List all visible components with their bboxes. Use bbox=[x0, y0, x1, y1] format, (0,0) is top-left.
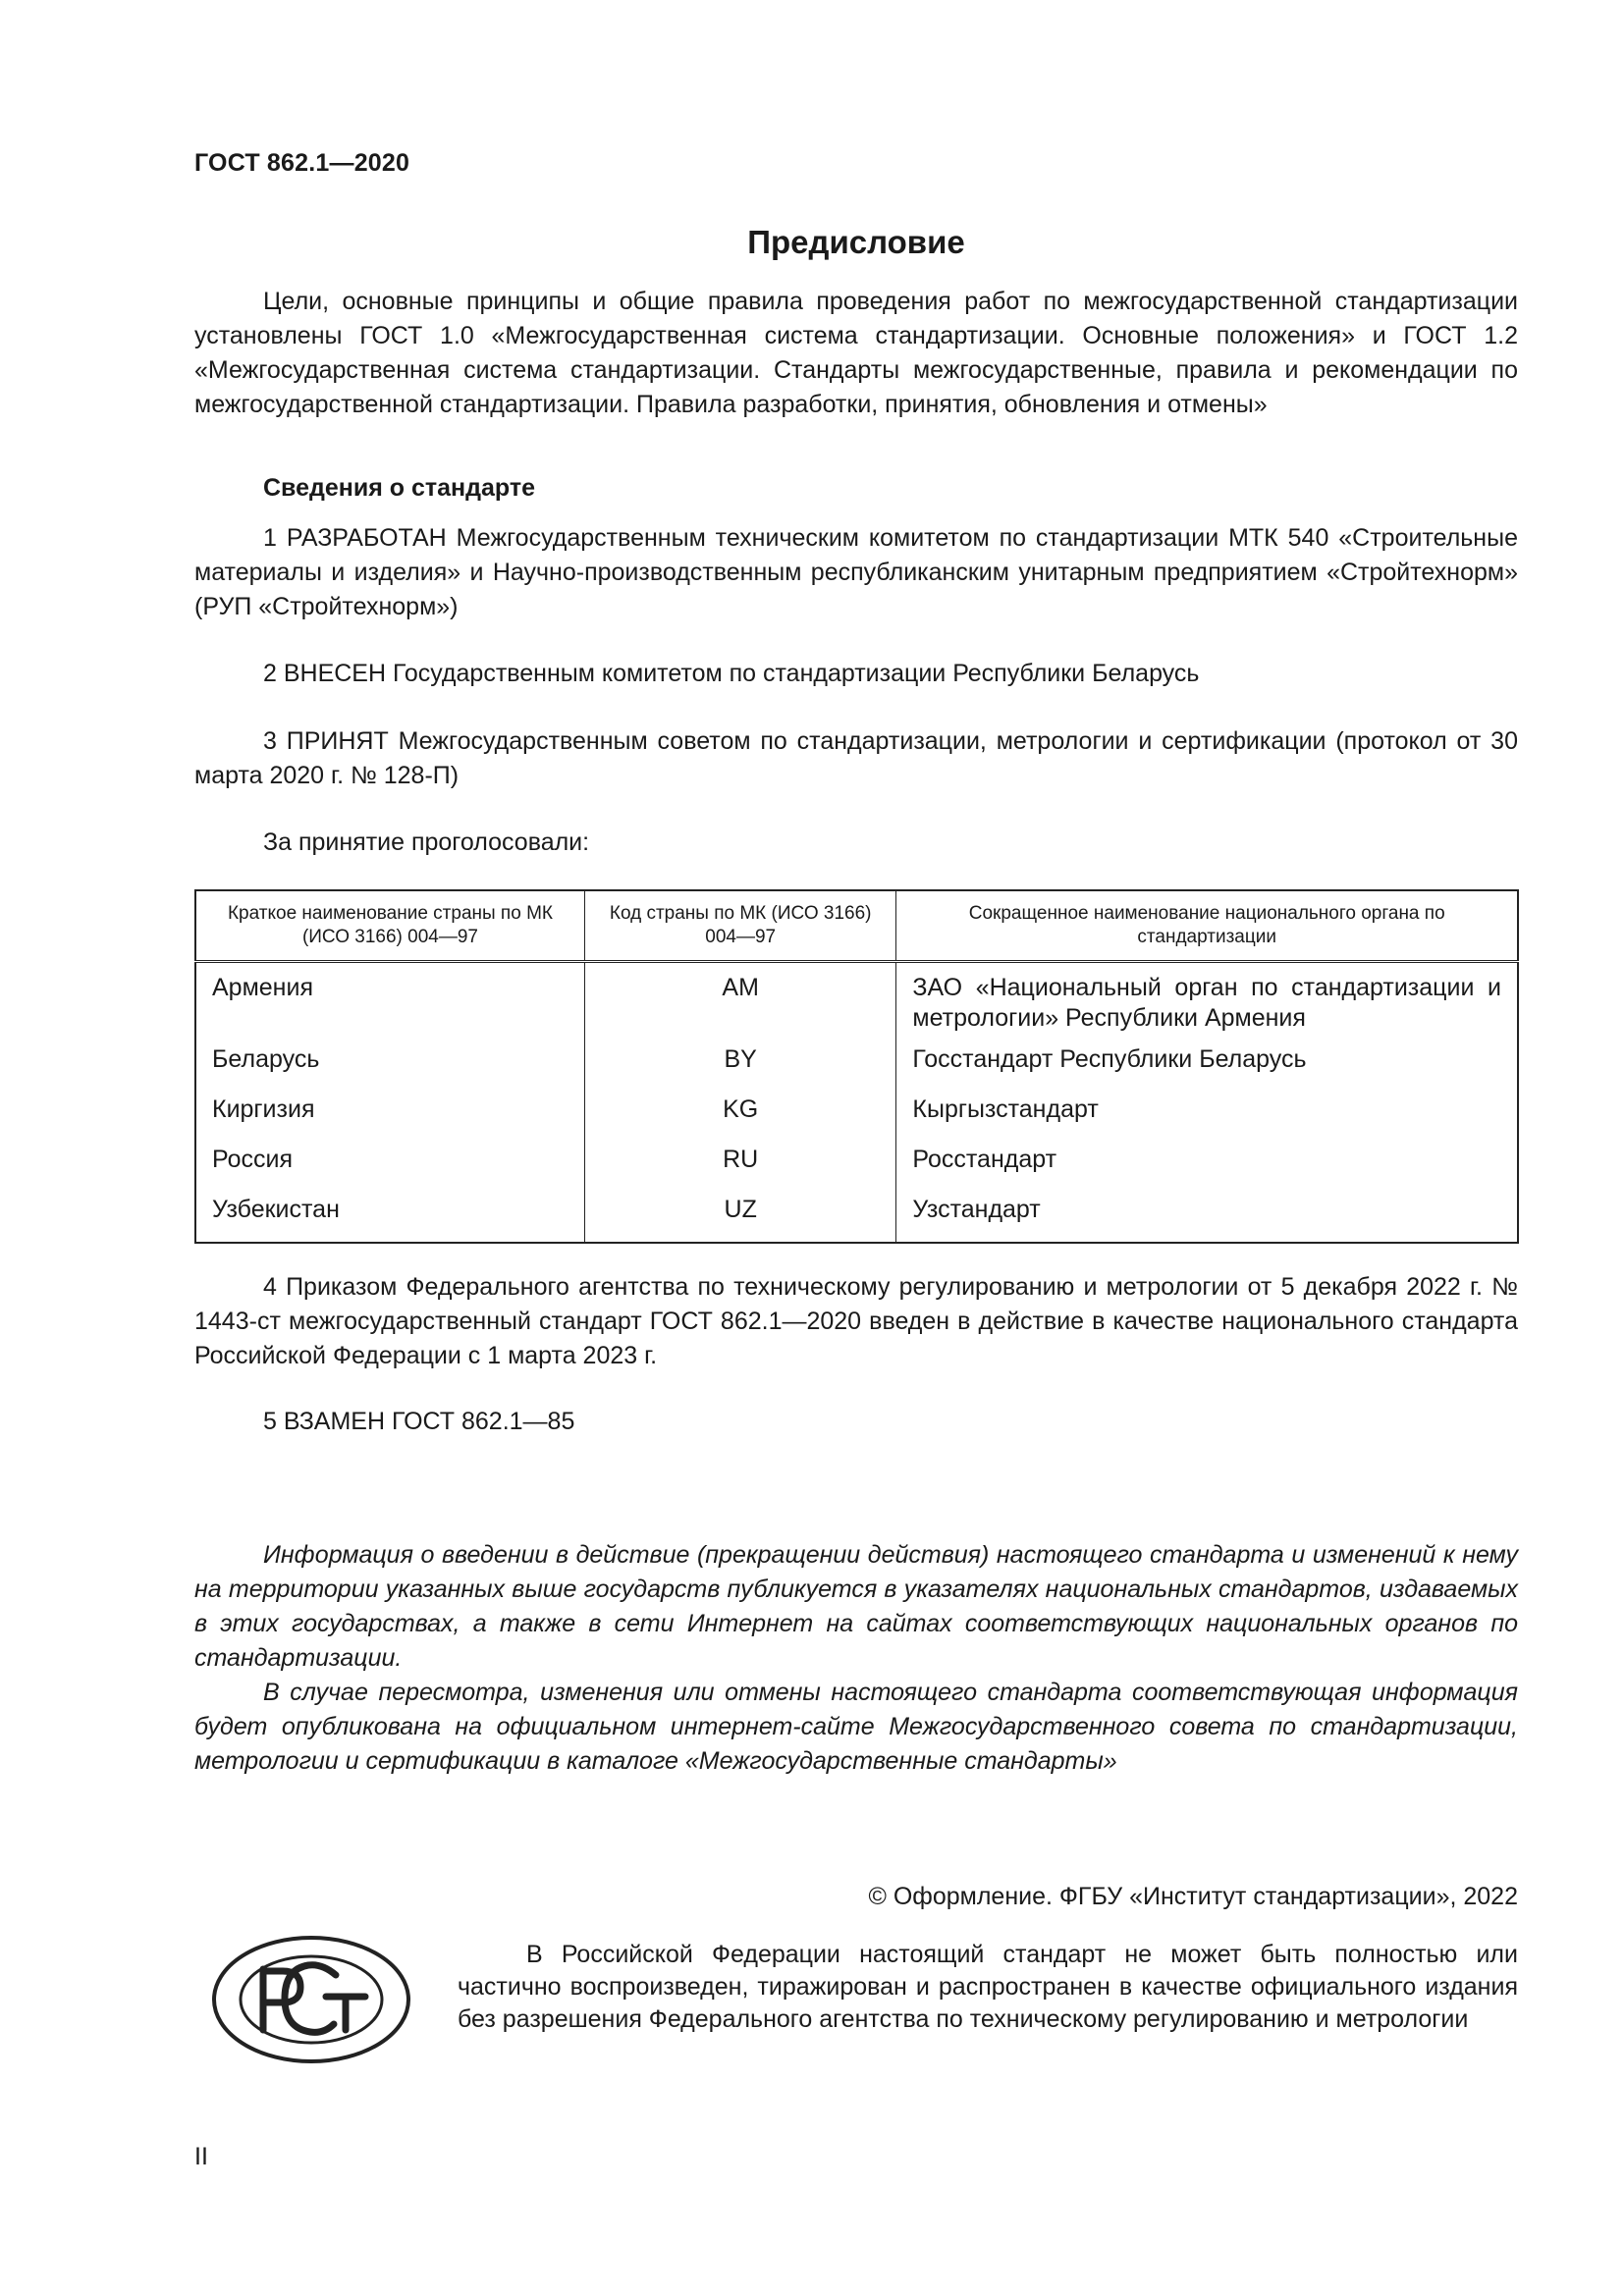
page-title: Предисловие bbox=[747, 224, 965, 260]
code-cell: RU bbox=[584, 1142, 895, 1192]
italic-note-revision: В случае пересмотра, изменения или отмены настоящего стандарта соответствующая информация будет опубликована на официальном интернет-сайте Межгосударственного совета по стандартизации, метрологии и сертификации в каталоге «Межгосударственные стандарты» bbox=[194, 1679, 1518, 1775]
table-row bbox=[195, 1092, 1518, 1142]
item-1-developed: 1 РАЗРАБОТАН Межгосударственным техническим комитетом по стандартизации МТК 540 «Строительные материалы и изделия» и Научно-производственным республиканским унитарным предприятием «Стройтехнорм» (РУП «Стройтехнорм») bbox=[194, 524, 1518, 620]
code-cell: AM bbox=[584, 962, 895, 1042]
intro-paragraph: Цели, основные принципы и общие правила проведения работ по межгосударственной стандартизации установлены ГОСТ 1.0 «Межгосударственная система стандартизации. Основные положения» и ГОСТ 1.2 «Межгосударственная система стандартизации. Стандарты межгосударственные, правила и рекомендации по межгосударственной стандартизации. Правила разработки, принятия, обновления и отмены» bbox=[194, 288, 1518, 418]
org-cell: Кыргызстандарт bbox=[896, 1092, 1518, 1142]
voted-label: За принятие проголосовали: bbox=[263, 828, 590, 856]
member-states-table bbox=[194, 889, 1519, 1244]
column-header-country: Краткое наименование страны по МК (ИСО 3166) 004—97 bbox=[195, 890, 584, 962]
code-cell: KG bbox=[584, 1092, 895, 1142]
code-cell: BY bbox=[584, 1041, 895, 1092]
country-cell: Беларусь bbox=[195, 1041, 584, 1092]
copyright-line: © Оформление. ФГБУ «Институт стандартизации», 2022 bbox=[868, 1883, 1518, 1910]
country-cell: Узбекистан bbox=[195, 1192, 584, 1243]
document-code: ГОСТ 862.1—2020 bbox=[194, 149, 410, 177]
org-cell: Госстандарт Республики Беларусь bbox=[896, 1041, 1518, 1092]
org-cell: Узстандарт bbox=[896, 1192, 1518, 1243]
country-cell: Армения bbox=[195, 962, 584, 1042]
item-4-order: 4 Приказом Федерального агентства по техническому регулированию и метрологии от 5 декабря 2022 г. № 1443-ст межгосударственный стандарт ГОСТ 862.1—2020 введен в действие в качестве национального стандарта Российской Федерации с 1 марта 2023 г. bbox=[194, 1273, 1518, 1369]
column-header-code: Код страны по МК (ИСО 3166) 004—97 bbox=[584, 890, 895, 962]
table-row bbox=[195, 1041, 1518, 1092]
italic-note-introduction: Информация о введении в действие (прекращении действия) настоящего стандарта и изменений к нему на территории указанных выше государств публикуется в указателях национальных стандартов, издаваемых в этих государствах, а также в сети Интернет на сайтах соответствующих национальных органов по стандартизации. bbox=[194, 1541, 1518, 1672]
table-row bbox=[195, 1142, 1518, 1192]
country-cell: Россия bbox=[195, 1142, 584, 1192]
org-cell: Росстандарт bbox=[896, 1142, 1518, 1192]
code-cell: UZ bbox=[584, 1192, 895, 1243]
org-cell: ЗАО «Национальный орган по стандартизации и метрологии» Республики Армения bbox=[896, 962, 1518, 1042]
table-header-row bbox=[195, 890, 1518, 962]
reproduction-notice: В Российской Федерации настоящий стандарт не может быть полностью или частично воспроизведен, тиражирован и распространен в качестве официального издания без разрешения Федерального агентства по техническому регулированию и метрологии bbox=[458, 1941, 1518, 2033]
table-row bbox=[195, 1192, 1518, 1243]
table-row bbox=[195, 962, 1518, 1042]
item-5-replaces: 5 ВЗАМЕН ГОСТ 862.1—85 bbox=[263, 1408, 575, 1435]
item-3-adopted: 3 ПРИНЯТ Межгосударственным советом по стандартизации, метрологии и сертификации (протокол от 30 марта 2020 г. № 128-П) bbox=[194, 727, 1518, 789]
page-number: II bbox=[194, 2143, 208, 2170]
column-header-org: Сокращенное наименование национального органа по стандартизации bbox=[896, 890, 1518, 962]
info-heading: Сведения о стандарте bbox=[263, 474, 536, 502]
item-2-submitted: 2 ВНЕСЕН Государственным комитетом по стандартизации Республики Беларусь bbox=[263, 660, 1200, 687]
country-cell: Киргизия bbox=[195, 1092, 584, 1142]
rst-certification-mark-icon bbox=[210, 1934, 412, 2065]
